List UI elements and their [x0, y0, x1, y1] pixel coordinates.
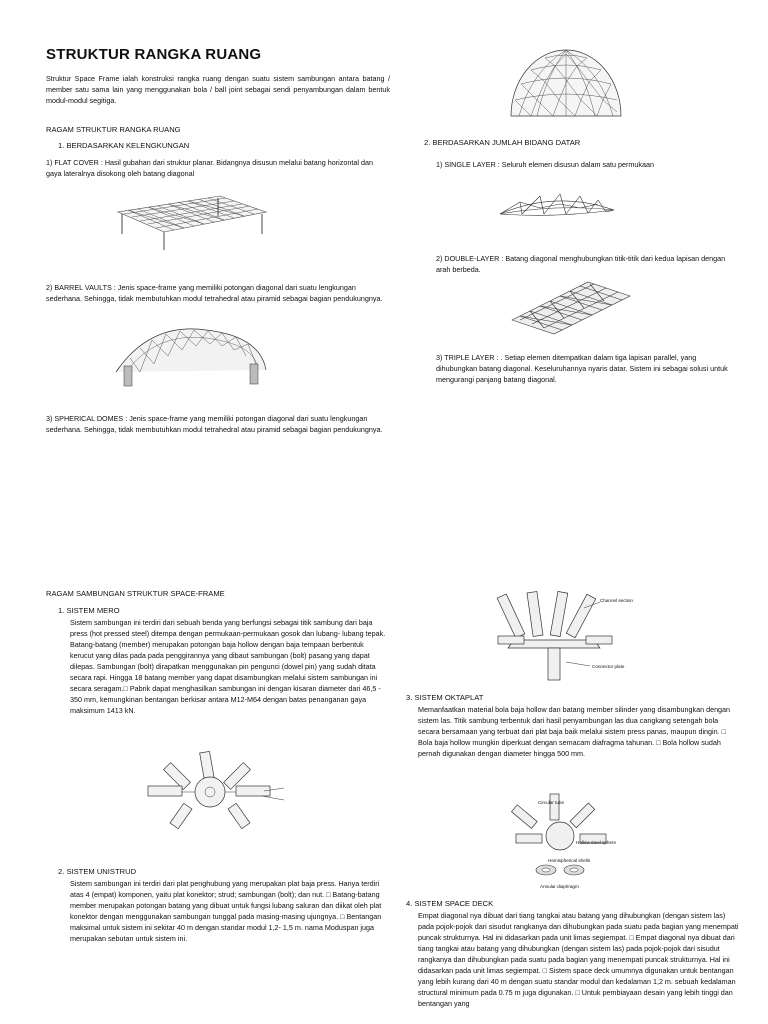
unistrud-text: Sistem sambungan ini terdiri dari plat penghubung yang merupakan plat baja press. Hanya terdiri atas 4 (empat) komponen, yaitu plat konektor; strud; sambungan (bolt); dan nut. □ Batang-batang member merupakan potongan batang yang dibuat untuk fungsi lubang saluran dan diikat oleh plat konektor dengan menggunakan sambungan tunggal pada masing-masing ujungnya. □ Bentangan maksimal untuk sistem ini sekitar 40 m dengan standar modul 1,2- 1,5 m. nama Moduspan juga merupakan sebutan untuk sistem ini. [70, 879, 382, 943]
section-heading-ragam: RAGAM STRUKTUR RANGKA RUANG [46, 125, 181, 134]
oktaplat-text: Memanfaatkan material bola baja hollow dan batang member silinder yang disambungkan dengan sistem las. Titik sambung terbentuk dari hasil penyambungan las dua cangkang setengah bola secara bersamaan yang terbuat dari plat baja baik melalui sistem press panas, maupun dingin. □ Bola baja hollow mungkin diperkuat dengan semacam diafragma tahunan. □ Bola hollow sudah pernah digunakan dengan diameter hingga 500 mm. [418, 705, 731, 758]
double-layer-figure [508, 276, 634, 338]
label-circular-tube: Circular tube [538, 800, 565, 805]
subheading-kelengkungan: 1. BERDASARKAN KELENGKUNGAN [58, 141, 190, 150]
double-layer-text: 2) DOUBLE-LAYER : Batang diagonal menghubungkan titik-titik dari kedua lapisan dengan arah berbeda. [436, 254, 726, 274]
flat-cover-text: 1) FLAT COVER : Hasil gubahan dari struktur planar. Bidangnya disusun melalui batang horizontal dan gaya lateralnya disokong oleh batang diagonal [46, 158, 373, 178]
label-connector-plate: Connector plate [592, 664, 625, 669]
subheading-bidang-datar: 2. BERDASARKAN JUMLAH BIDANG DATAR [424, 138, 581, 147]
barrel-vault-figure [110, 318, 272, 390]
mero-text: Sistem sambungan ini terdiri dari sebuah benda yang berfungsi sebagai titik sambung dari baja press (hot pressed steel) ditempa dengan permukaan-permukaan gosok dan lubang- lubang tepak. Batang-batang (member) merupakan potongan baja hollow dengan baja tempaan berbentuk kerucut yang dilas pada pada penggirannya yang dibaut sambungan (bolt) pasang yang dapat dilepas. Sambungan (bolt) dirapatkan menggunakan pin pengunci (dowel pin) yang sudah ditata secara rapi. Hingga 18 batang member yang dapat disambungkan melalui sistem sambungan ini secara seragam.□ Pabrik dapat menghasilkan sambungan ini dengan kisaran diameter dari 46,5 - 350 mm, kemungkinan bentangan berkisar antara M12-M64 dengan batas penanganan gaya maksimum 1413 kN. [70, 618, 386, 715]
label-hemispherical-shells: Hemispherical shells [548, 858, 591, 863]
intro-paragraph: Struktur Space Frame ialah konstruksi rangka ruang dengan suatu sistem sambungan antara batang / member satu sama lain yang menggunakan bola / ball joint sebagai sendi penyambungan dalam bentuk modul-modul segitiga. [46, 74, 390, 105]
unistrud-title: 2. SISTEM UNISTRUD [58, 867, 137, 876]
label-channel-section: Channel section [600, 598, 633, 603]
spacedeck-text: Empat diagonal nya dibuat dari tiang tangkai atau batang yang dihubungkan (dengan sistem las) pada pojok-pojok dari sisudut rangkanya dan dihubungkan pada suatu pada bagian yang menempati puncak strukturnya. Hal ini didasarkan pada unit limas segiempat. □ Empat diagonal nya dibuat dari tiang tangkai atau batang yang dihubungkan (dengan sistem las) pada pojok-pojok dari sisudut rangkanya dan dihubungkan pada suatu pada bagian yang menempati puncak strukturnya. Hal ini didasarkan pada unit limas segiempat. □ Sistem space deck umumnya digunakan untuk bentangan yang lebih kurang dari 40 m dengan suatu standar modul dan kedalaman 1,2 m. sebuah kedalaman structural minimum pada 0.75 m juga digunakan. □ Untuk pembiayaan desain yang lebih tinggi dan bentangan yang [418, 911, 739, 1008]
single-layer-figure [496, 184, 618, 226]
oktaplat-title: 3. SISTEM OKTAPLAT [406, 693, 484, 702]
page-title: STRUKTUR RANGKA RUANG [46, 46, 262, 63]
triple-layer-text: 3) TRIPLE LAYER : . Setiap elemen ditempatkan dalam tiga lapisan parallel, yang dihubungkan batang diagonal. Keseluruhannya nyaris datar. Sistem ini sebagai solusi untuk mengurangi panjang batang diagonal. [436, 353, 728, 384]
single-layer-text: 1) SINGLE LAYER : Seluruh elemen disusun dalam satu permukaan [436, 160, 655, 169]
mero-title: 1. SISTEM MERO [58, 606, 120, 615]
spherical-domes-text: 3) SPHERICAL DOMES : Jenis space-frame yang memiliki potongan diagonal dari suatu lengkungan sederhana. Sehingga, tidak membutuhkan modul tetrahedral atau piramid sebagai bagian pendukungnya. [46, 414, 383, 434]
mero-joint-figure [140, 748, 290, 830]
section-heading-sambungan: RAGAM SAMBUNGAN STRUKTUR SPACE-FRAME [46, 589, 225, 598]
spherical-dome-figure [507, 44, 625, 120]
barrel-vaults-text: 2) BARREL VAULTS : Jenis space-frame yang memiliki potongan diagonal dari suatu lengkungan sederhana. Sehingga, tidak membutuhkan modul tetrahedral atau piramid sebagai bagian pendukungnya. [46, 283, 383, 303]
spacedeck-title: 4. SISTEM SPACE DECK [406, 899, 494, 908]
label-annular-diaphragm: Annular diaphragm [540, 884, 579, 889]
label-hollow-steel-sphere: Hollow steel sphere [576, 840, 617, 845]
flat-cover-figure [112, 190, 270, 252]
